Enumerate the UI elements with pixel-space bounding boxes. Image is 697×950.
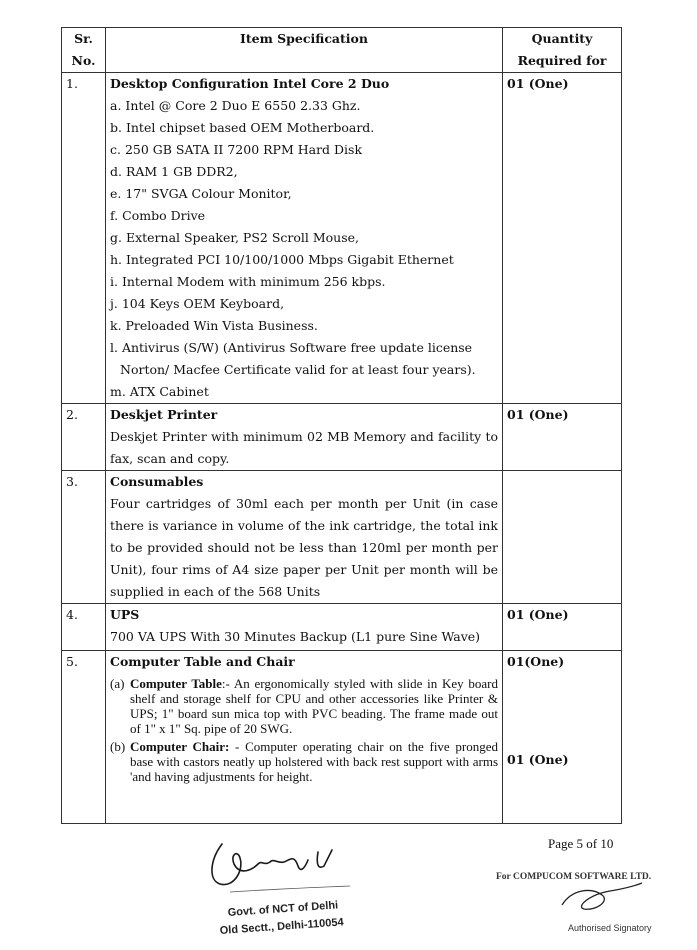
item-title: UPS: [110, 607, 140, 622]
sub-item-label: Computer Chair:: [130, 739, 230, 754]
row-item-specification: [106, 604, 503, 651]
row-sr-no: 4.: [62, 604, 106, 651]
row-sr-no: 1.: [62, 73, 106, 404]
spec-line: k. Preloaded Win Vista Business.: [110, 318, 318, 333]
item-title: Consumables: [110, 474, 204, 489]
item-description: 700 VA UPS With 30 Minutes Backup (L1 pure Sine Wave): [110, 629, 481, 644]
header-sr-no: Sr. No.: [62, 28, 106, 73]
table-header-row: [62, 28, 622, 73]
table-row: [62, 73, 622, 404]
header-item-specification: Item Specification: [106, 28, 503, 73]
spec-line: a. Intel @ Core 2 Duo E 6550 2.33 Ghz.: [110, 98, 361, 113]
spec-line: l. Antivirus (S/W) (Antivirus Software free update license: [110, 340, 473, 355]
table-row: [62, 651, 622, 824]
table-row: [62, 471, 622, 604]
spec-line: d. RAM 1 GB DDR2,: [110, 164, 238, 179]
row-quantity: 01 (One): [503, 73, 622, 404]
row-quantity: 01 (One): [503, 604, 622, 651]
row-quantity: 01 (One): [503, 404, 622, 471]
table-row: [62, 604, 622, 651]
spec-line: f. Combo Drive: [110, 208, 206, 223]
row-sr-no: 2.: [62, 404, 106, 471]
spec-line: j. 104 Keys OEM Keyboard,: [110, 296, 285, 311]
spec-line: Norton/ Macfee Certificate valid for at least four years).: [120, 362, 476, 377]
sub-item-computer-table: (a) Computer Table:- An ergonomically styled with slide in Key board shelf and storage shelf for CPU and other accessories like Printer & UPS; 1" board sun mica top with PVC beading. The frame made out of 1" x 1" Sq. pipe of 20 SWG.: [110, 676, 498, 736]
item-description: Four cartridges of 30ml each per month per Unit (in case there is variance in volume of the ink cartridge, the total ink to be provided should not be less than 120ml per month per Unit), four rims of A4 size paper per Unit per month will be supplied in each of the 568 Units: [110, 496, 498, 599]
item-title: Deskjet Printer: [110, 407, 218, 422]
item-description: Deskjet Printer with minimum 02 MB Memory and facility to fax, scan and copy.: [110, 429, 498, 466]
stamp-line-2: Old Sectt., Delhi-110054: [219, 916, 345, 937]
sub-item-text: :- An ergonomically styled with slide in Key board shelf and storage shelf for CPU and other accessories like Printer & UPS; 1" board sun mica top with PVC beading. The frame made out of 1" x 1" Sq. pipe of 20 SWG.: [130, 676, 498, 736]
sub-item-text: - Computer operating chair on the five pronged base with castors neatly up holstered with back rest support with arms 'and having adjustments for height.: [130, 739, 499, 784]
spec-line: b. Intel chipset based OEM Motherboard.: [110, 120, 375, 135]
row-sr-no: 5.: [62, 651, 106, 824]
specification-table: [61, 27, 622, 824]
spec-line: i. Internal Modem with minimum 256 kbps.: [110, 274, 386, 289]
row-item-specification: [106, 73, 503, 404]
spec-line: m. ATX Cabinet: [110, 384, 209, 399]
spec-line: c. 250 GB SATA II 7200 RPM Hard Disk: [110, 142, 363, 157]
row-item-specification: [106, 651, 503, 824]
page-number: Page 5 of 10: [548, 836, 614, 851]
officer-signature-stamp: [200, 840, 400, 940]
row-quantity: [503, 471, 622, 604]
spec-line: g. External Speaker, PS2 Scroll Mouse,: [110, 230, 360, 245]
item-title: Computer Table and Chair: [110, 654, 295, 669]
sub-item-label: Computer Table: [130, 676, 222, 691]
row-quantity: 01(One) 01 (One): [503, 651, 622, 824]
header-quantity: Quantity Required for: [503, 28, 622, 73]
row-item-specification: [106, 404, 503, 471]
table-row: [62, 404, 622, 471]
item-description: [110, 676, 498, 784]
company-stamp-line-1: For COMPUCOM SOFTWARE LTD.: [496, 872, 652, 882]
spec-line: h. Integrated PCI 10/100/1000 Mbps Gigabit Ethernet: [110, 252, 454, 267]
sub-item-computer-chair: (b) Computer Chair: - Computer operating chair on the five pronged base with castors neatly up holstered with back rest support with arms 'and having adjustments for height.: [110, 739, 499, 784]
row-sr-no: 3.: [62, 471, 106, 604]
item-title: Desktop Configuration Intel Core 2 Duo: [110, 76, 390, 91]
company-stamp: [492, 865, 682, 940]
company-stamp-line-2: Authorised Signatory: [568, 923, 652, 933]
spec-line: e. 17" SVGA Colour Monitor,: [110, 186, 292, 201]
row-item-specification: [106, 471, 503, 604]
stamp-line-1: Govt. of NCT of Delhi: [227, 899, 339, 919]
